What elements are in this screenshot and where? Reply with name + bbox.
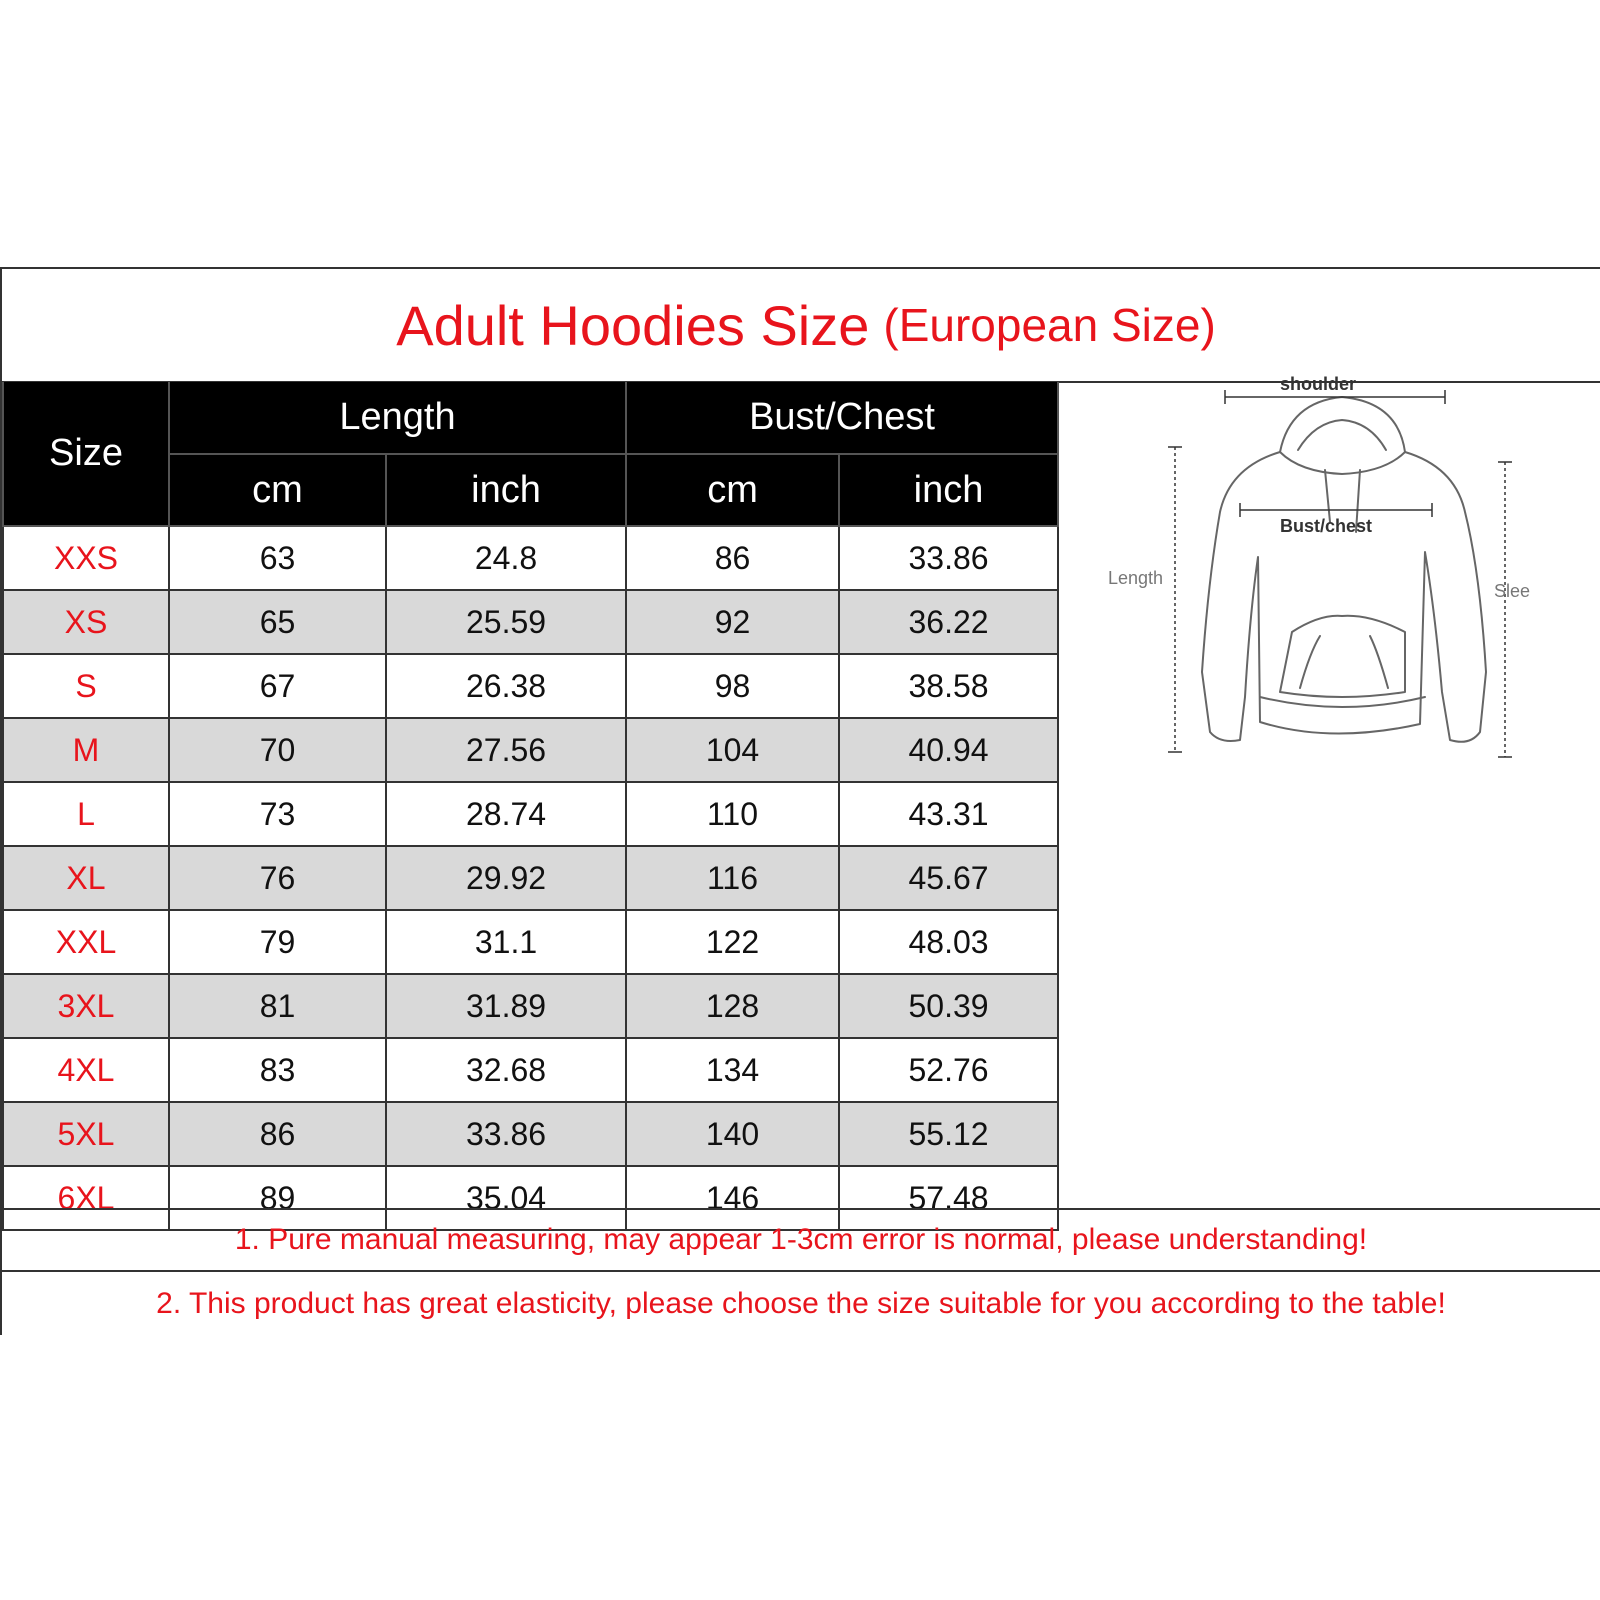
measurement-cell: 104 xyxy=(626,718,839,782)
table-row xyxy=(3,910,1058,974)
size-cell: L xyxy=(3,782,169,846)
table-row xyxy=(3,1038,1058,1102)
measurement-cell: 70 xyxy=(169,718,386,782)
bust-group-header: Bust/Chest xyxy=(626,382,1058,454)
measurement-cell: 27.56 xyxy=(386,718,626,782)
table-row xyxy=(3,526,1058,590)
note-measuring: 1. Pure manual measuring, may appear 1-3cm error is normal, please understanding! xyxy=(2,1208,1600,1272)
length-group-header: Length xyxy=(169,382,626,454)
measurement-cell: 48.03 xyxy=(839,910,1058,974)
table-row xyxy=(3,654,1058,718)
measurement-cell: 89 xyxy=(169,1166,386,1230)
measurement-cell: 43.31 xyxy=(839,782,1058,846)
size-cell: XS xyxy=(3,590,169,654)
measurement-cell: 79 xyxy=(169,910,386,974)
size-cell: 4XL xyxy=(3,1038,169,1102)
measurement-cell: 31.89 xyxy=(386,974,626,1038)
size-cell: 5XL xyxy=(3,1102,169,1166)
measurement-cell: 36.22 xyxy=(839,590,1058,654)
note-elasticity: 2. This product has great elasticity, please choose the size suitable for you according to the table! xyxy=(156,1287,1446,1320)
hoodie-body-outline xyxy=(1202,452,1486,742)
measurement-cell: 98 xyxy=(626,654,839,718)
measurement-cell: 38.58 xyxy=(839,654,1058,718)
size-cell: S xyxy=(3,654,169,718)
table-row xyxy=(3,1102,1058,1166)
measurement-cell: 50.39 xyxy=(839,974,1058,1038)
measurement-cell: 146 xyxy=(626,1166,839,1230)
measurement-cell: 40.94 xyxy=(839,718,1058,782)
measurement-cell: 122 xyxy=(626,910,839,974)
size-cell: M xyxy=(3,718,169,782)
notes xyxy=(2,1208,1600,1336)
measurement-cell: 128 xyxy=(626,974,839,1038)
measurement-cell: 134 xyxy=(626,1038,839,1102)
measurement-cell: 140 xyxy=(626,1102,839,1166)
hood-outline xyxy=(1280,397,1405,474)
size-cell: XXL xyxy=(3,910,169,974)
measurement-cell: 116 xyxy=(626,846,839,910)
unit-header: cm xyxy=(169,454,386,526)
measurement-cell: 28.74 xyxy=(386,782,626,846)
size-column-header: Size xyxy=(3,382,169,526)
measurement-cell: 45.67 xyxy=(839,846,1058,910)
measurement-cell: 83 xyxy=(169,1038,386,1102)
table-row xyxy=(3,718,1058,782)
measurement-cell: 86 xyxy=(626,526,839,590)
measurement-cell: 76 xyxy=(169,846,386,910)
table-row xyxy=(3,590,1058,654)
hoodie-measurement-illustration xyxy=(1108,352,1560,772)
size-cell: XL xyxy=(3,846,169,910)
measurement-cell: 57.48 xyxy=(839,1166,1058,1230)
unit-header: inch xyxy=(839,454,1058,526)
size-cell: 6XL xyxy=(3,1166,169,1230)
measurement-cell: 110 xyxy=(626,782,839,846)
measurement-cell: 32.68 xyxy=(386,1038,626,1102)
measurement-cell: 35.04 xyxy=(386,1166,626,1230)
measurement-cell: 26.38 xyxy=(386,654,626,718)
bust-label: Bust/chest xyxy=(1280,516,1373,536)
measurement-cell: 33.86 xyxy=(386,1102,626,1166)
measurement-cell: 86 xyxy=(169,1102,386,1166)
sleeve-label: Slee xyxy=(1494,581,1531,601)
shoulder-label: shoulder xyxy=(1280,374,1357,394)
measurement-cell: 63 xyxy=(169,526,386,590)
measurement-cell: 81 xyxy=(169,974,386,1038)
measurement-cell: 92 xyxy=(626,590,839,654)
table-row xyxy=(3,846,1058,910)
measurement-cell: 67 xyxy=(169,654,386,718)
size-table xyxy=(2,382,1059,1231)
table-row xyxy=(3,974,1058,1038)
size-cell: 3XL xyxy=(3,974,169,1038)
measurement-cell: 73 xyxy=(169,782,386,846)
measurement-cell: 52.76 xyxy=(839,1038,1058,1102)
unit-header: inch xyxy=(386,454,626,526)
title-main: Adult Hoodies Size xyxy=(396,293,870,357)
size-cell: XXS xyxy=(3,526,169,590)
measurement-cell: 55.12 xyxy=(839,1102,1058,1166)
measurement-cell: 31.1 xyxy=(386,910,626,974)
table-body xyxy=(3,526,1058,1230)
table-row xyxy=(3,782,1058,846)
unit-header: cm xyxy=(626,454,839,526)
length-label: Length xyxy=(1108,568,1164,588)
measurement-cell: 33.86 xyxy=(839,526,1058,590)
measurement-cell: 25.59 xyxy=(386,590,626,654)
measurement-cell: 65 xyxy=(169,590,386,654)
measurement-cell: 24.8 xyxy=(386,526,626,590)
measurement-cell: 29.92 xyxy=(386,846,626,910)
title-sub: (European Size) xyxy=(883,299,1216,351)
